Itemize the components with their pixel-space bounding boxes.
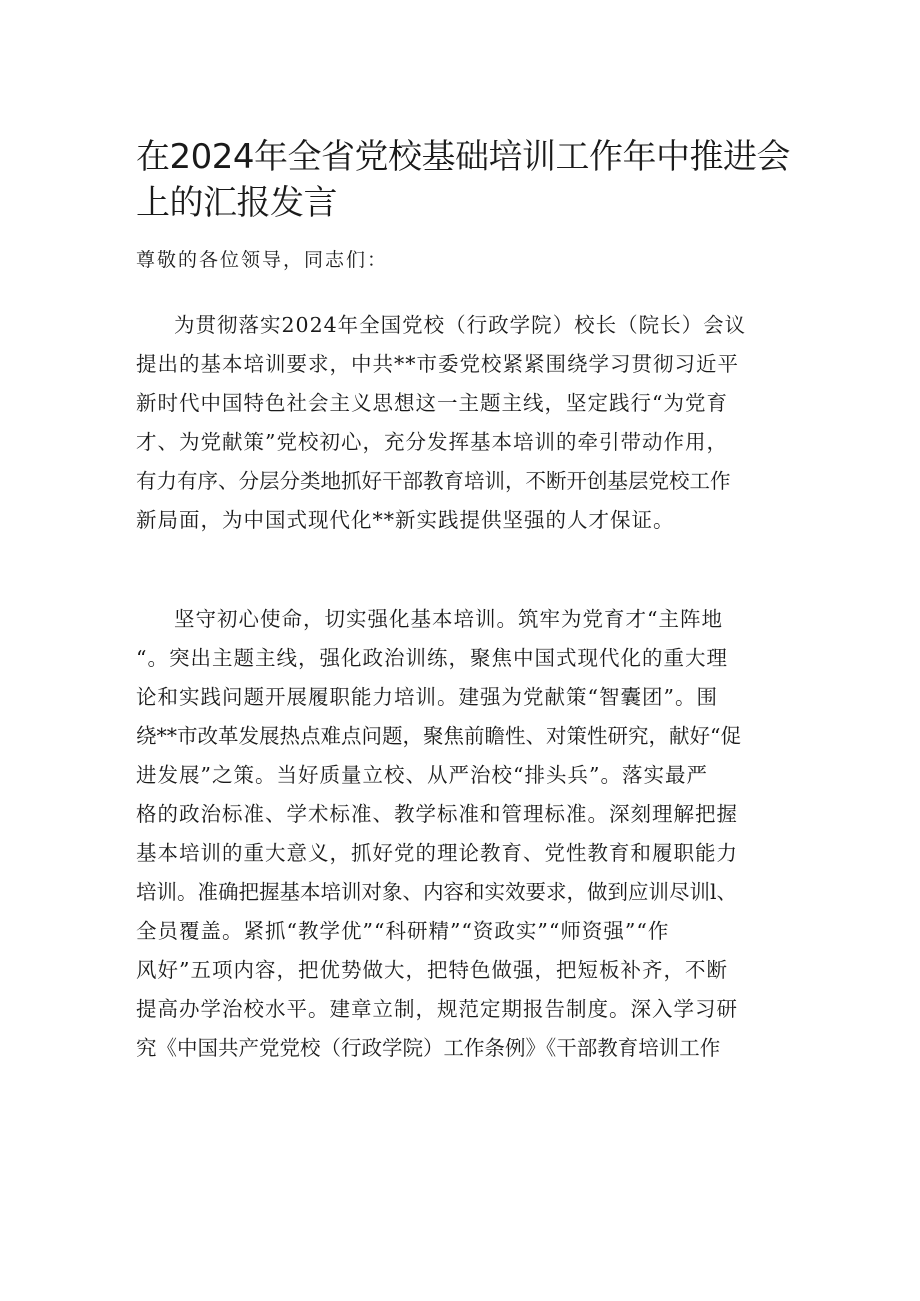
paragraph-line: 全员覆盖。紧抓“教学优”“科研精”“资政实”“师资强”“作 [136,919,670,943]
paragraph-line: 培训。准确把握基本培训对象、内容和实效要求，做到应训尽训l、 [136,880,738,904]
title-line-2: 上的汇报发言 [136,183,337,223]
paragraph-line: 坚守初心使命，切实强化基本培训。筑牢为党育才“主阵地 [174,607,723,631]
paragraph-line: 论和实践问题开展履职能力培训。建强为党献策“智囊团”。围 [136,685,718,709]
paragraph-line: 风好”五项内容，把优势做大，把特色做强，把短板补齐，不断 [136,958,728,982]
paragraph-line: 有力有序、分层分类地抓好干部教育培训，不断开创基层党校工作 [136,469,731,493]
paragraph-line: 提高办学治校水平。建章立制，规范定期报告制度。深入学习研 [136,997,738,1021]
paragraph-line: “。突出主题主线，强化政治训练，聚焦中国式现代化的重大理 [136,646,728,670]
paragraph-line: 新局面，为中国式现代化**新实践提供坚强的人才保证。 [136,508,675,532]
paragraph-line: 究《中国共产党党校（行政学院）工作条例》《干部教育培训工作 [136,1036,721,1060]
paragraph-line: 提出的基本培训要求，中共**市委党校紧紧围绕学习贯彻习近平 [136,352,739,376]
paragraph-line: 基本培训的重大意义，抓好党的理论教育、党性教育和履职能力 [136,841,738,865]
document-title [136,134,796,226]
paragraph-line: 格的政治标准、学术标准、教学标准和管理标准。深刻理解把握 [136,802,738,826]
paragraph-line: 新时代中国特色社会主义思想这一主题主线，坚定践行“为党育 [136,391,728,415]
paragraph-line: 绕**市改革发展热点难点问题，聚焦前瞻性、对策性研究，献好“促 [136,724,741,748]
paragraph-line: 才、为党献策”党校初心，充分发挥基本培训的牵引带动作用， [136,430,728,454]
paragraph-line: 为贯彻落实2024年全国党校（行政学院）校长（院长）会议 [174,313,747,337]
title-line-1: 在2024年全省党校基础培训工作年中推进会 [136,137,791,177]
paragraph-2 [136,600,796,1068]
paragraph-line: 进发展”之策。当好质量立校、从严治校“排头兵”。落实最严 [136,763,708,787]
salutation: 尊敬的各位领导，同志们： [136,249,389,271]
paragraph-1 [136,306,796,540]
